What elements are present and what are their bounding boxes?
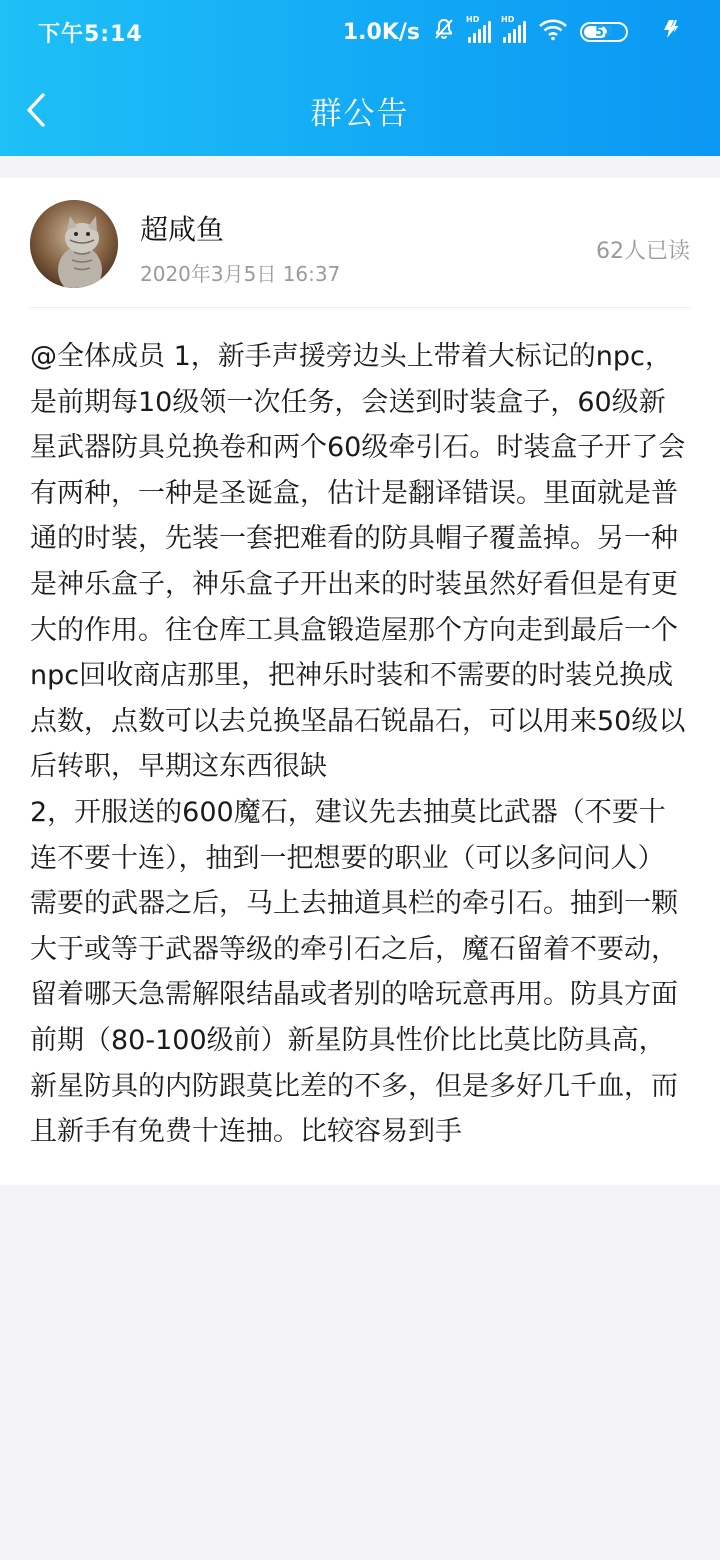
hd-signal-icon: HD <box>503 21 526 43</box>
post-date: 2020年3月5日 16:37 <box>140 262 341 286</box>
charging-icon <box>660 18 682 46</box>
app-header <box>0 0 720 156</box>
announcement-card <box>0 178 720 1185</box>
wifi-icon <box>538 17 568 47</box>
avatar[interactable] <box>30 200 118 288</box>
page-title: 群公告 <box>310 95 410 132</box>
chevron-left-icon <box>24 92 48 128</box>
status-bar <box>0 0 720 64</box>
author-name: 超咸鱼 <box>140 213 225 246</box>
battery-icon <box>580 22 628 42</box>
back-button[interactable] <box>18 92 54 128</box>
status-time: 下午5:14 <box>38 21 143 47</box>
hd-signal-icon: HD <box>468 21 491 43</box>
nav-bar <box>0 64 720 156</box>
network-speed: 1.0K/s <box>342 19 420 45</box>
announcement-body: @全体成员 1，新手声援旁边头上带着大标记的npc，是前期每10级领一次任务，会送到时装盒子，60级新星武器防具兑换卷和两个60级牵引石。时装盒子开了会有两种，一种是圣诞盒，估计是翻译错误。里面就是普通的时装，先装一套把难看的防具帽子覆盖掉。另一种是神乐盒子，神乐盒子开出来的时装虽然好看但是有更大的作用。往仓库工具盒锻造屋那个方向走到最后一个npc回收商店那里，把神乐时装和不需要的时装兑换成点数，点数可以去兑换坚晶石锐晶石，可以用来50级以后转职，早期这东西很缺 2，开服送的600魔石，建议先去抽莫比武器（不要十连不要十连），抽到一把想要的职业（可以多问问人）需要的武器之后，马上去抽道具栏的牵引石。抽到一颗大于或等于武器等级的牵引石之后，魔石留着不要动，留着哪天急需解限结晶或者别的啥玩意再用。防具方面前期（80-100级前）新星防具性价比比莫比防具高，新星防具的内防跟莫比差的不多，但是多好几千血，而且新手有免费十连抽。比较容易到手 <box>30 341 686 1148</box>
status-icons <box>343 17 682 47</box>
mute-bell-icon <box>432 17 456 47</box>
author-row <box>30 178 690 308</box>
read-count[interactable]: 62人已读 <box>596 239 690 264</box>
battery-level: 52 <box>594 24 614 40</box>
